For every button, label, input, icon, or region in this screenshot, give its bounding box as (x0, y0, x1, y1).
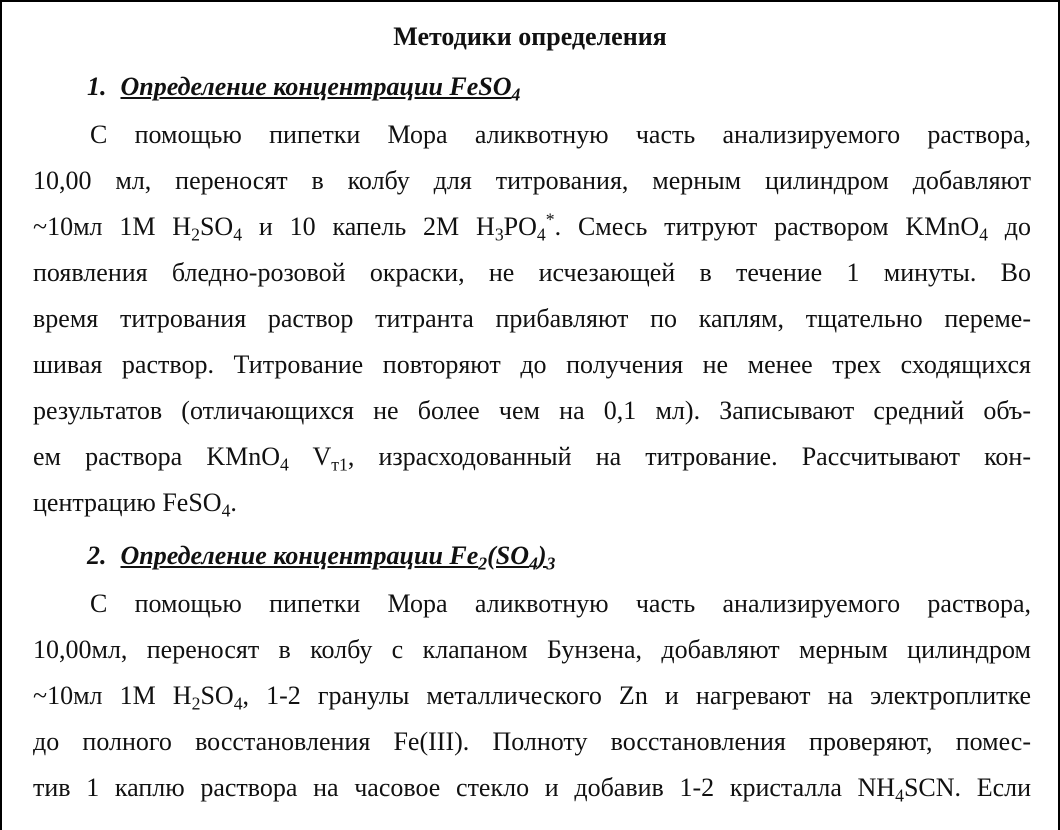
section-heading-2 (87, 539, 555, 573)
section-title: Определение концентрации FeSO$_4$ (120, 72, 521, 105)
section-heading-1 (87, 70, 520, 104)
text-line: шивая раствор. Титрование повторяют до получения не менее трех сходящихся (33, 350, 1031, 379)
text-line: время титрования раствор титранта прибавляют по каплям, тщательно переме- (33, 304, 1031, 333)
text-line: появления бледно-розовой окраски, не исчезающей в течение 1 минуты. Во (33, 258, 1031, 287)
section-number: 1. (87, 72, 107, 101)
text-line: центрацию FeSO$_4$. (33, 488, 237, 521)
text-line: ~10мл 1М $H_2SO_4$ и 10 капель 2М $H_3PO_4^*$. Смесь титруют раствором KMnO$_4$ до (33, 209, 1031, 245)
page-title: Методики определения (393, 22, 667, 51)
text-line: результатов (отличающихся не более чем на 0,1 мл). Записывают средний объ- (33, 396, 1031, 425)
text-line: 10,00 мл, переносят в колбу для титрования, мерным цилиндром добавляют (33, 166, 1031, 195)
section-number: 2. (87, 541, 107, 570)
text-line: С помощью пипетки Мора аликвотную часть анализируемого раствора, (90, 120, 1031, 149)
paragraph-1 (33, 112, 1031, 526)
section-title: Определение концентрации $Fe_2(SO_4)_3$ (120, 541, 556, 574)
text-line: 10,00мл, переносят в колбу с клапаном Бунзена, добавляют мерным цилиндром (33, 635, 1031, 664)
text-line: ем раствора KMnO$_4$ $V_{т1}$, израсходованный на титрование. Рассчитывают кон- (33, 442, 1031, 475)
text-line: С помощью пипетки Мора аликвотную часть анализируемого раствора, (90, 589, 1031, 618)
text-line: ~10мл 1М $H_2SO_4$, 1-2 гранулы металлического Zn и нагревают на электроплитке (33, 681, 1031, 714)
paragraph-2 (33, 581, 1031, 811)
text-line: тив 1 каплю раствора на часовое стекло и добавив 1-2 кристалла $NH_4SCN$. Если (33, 773, 1031, 806)
text-line: до полного восстановления Fe(III). Полноту восстановления проверяют, помес- (33, 727, 1031, 756)
